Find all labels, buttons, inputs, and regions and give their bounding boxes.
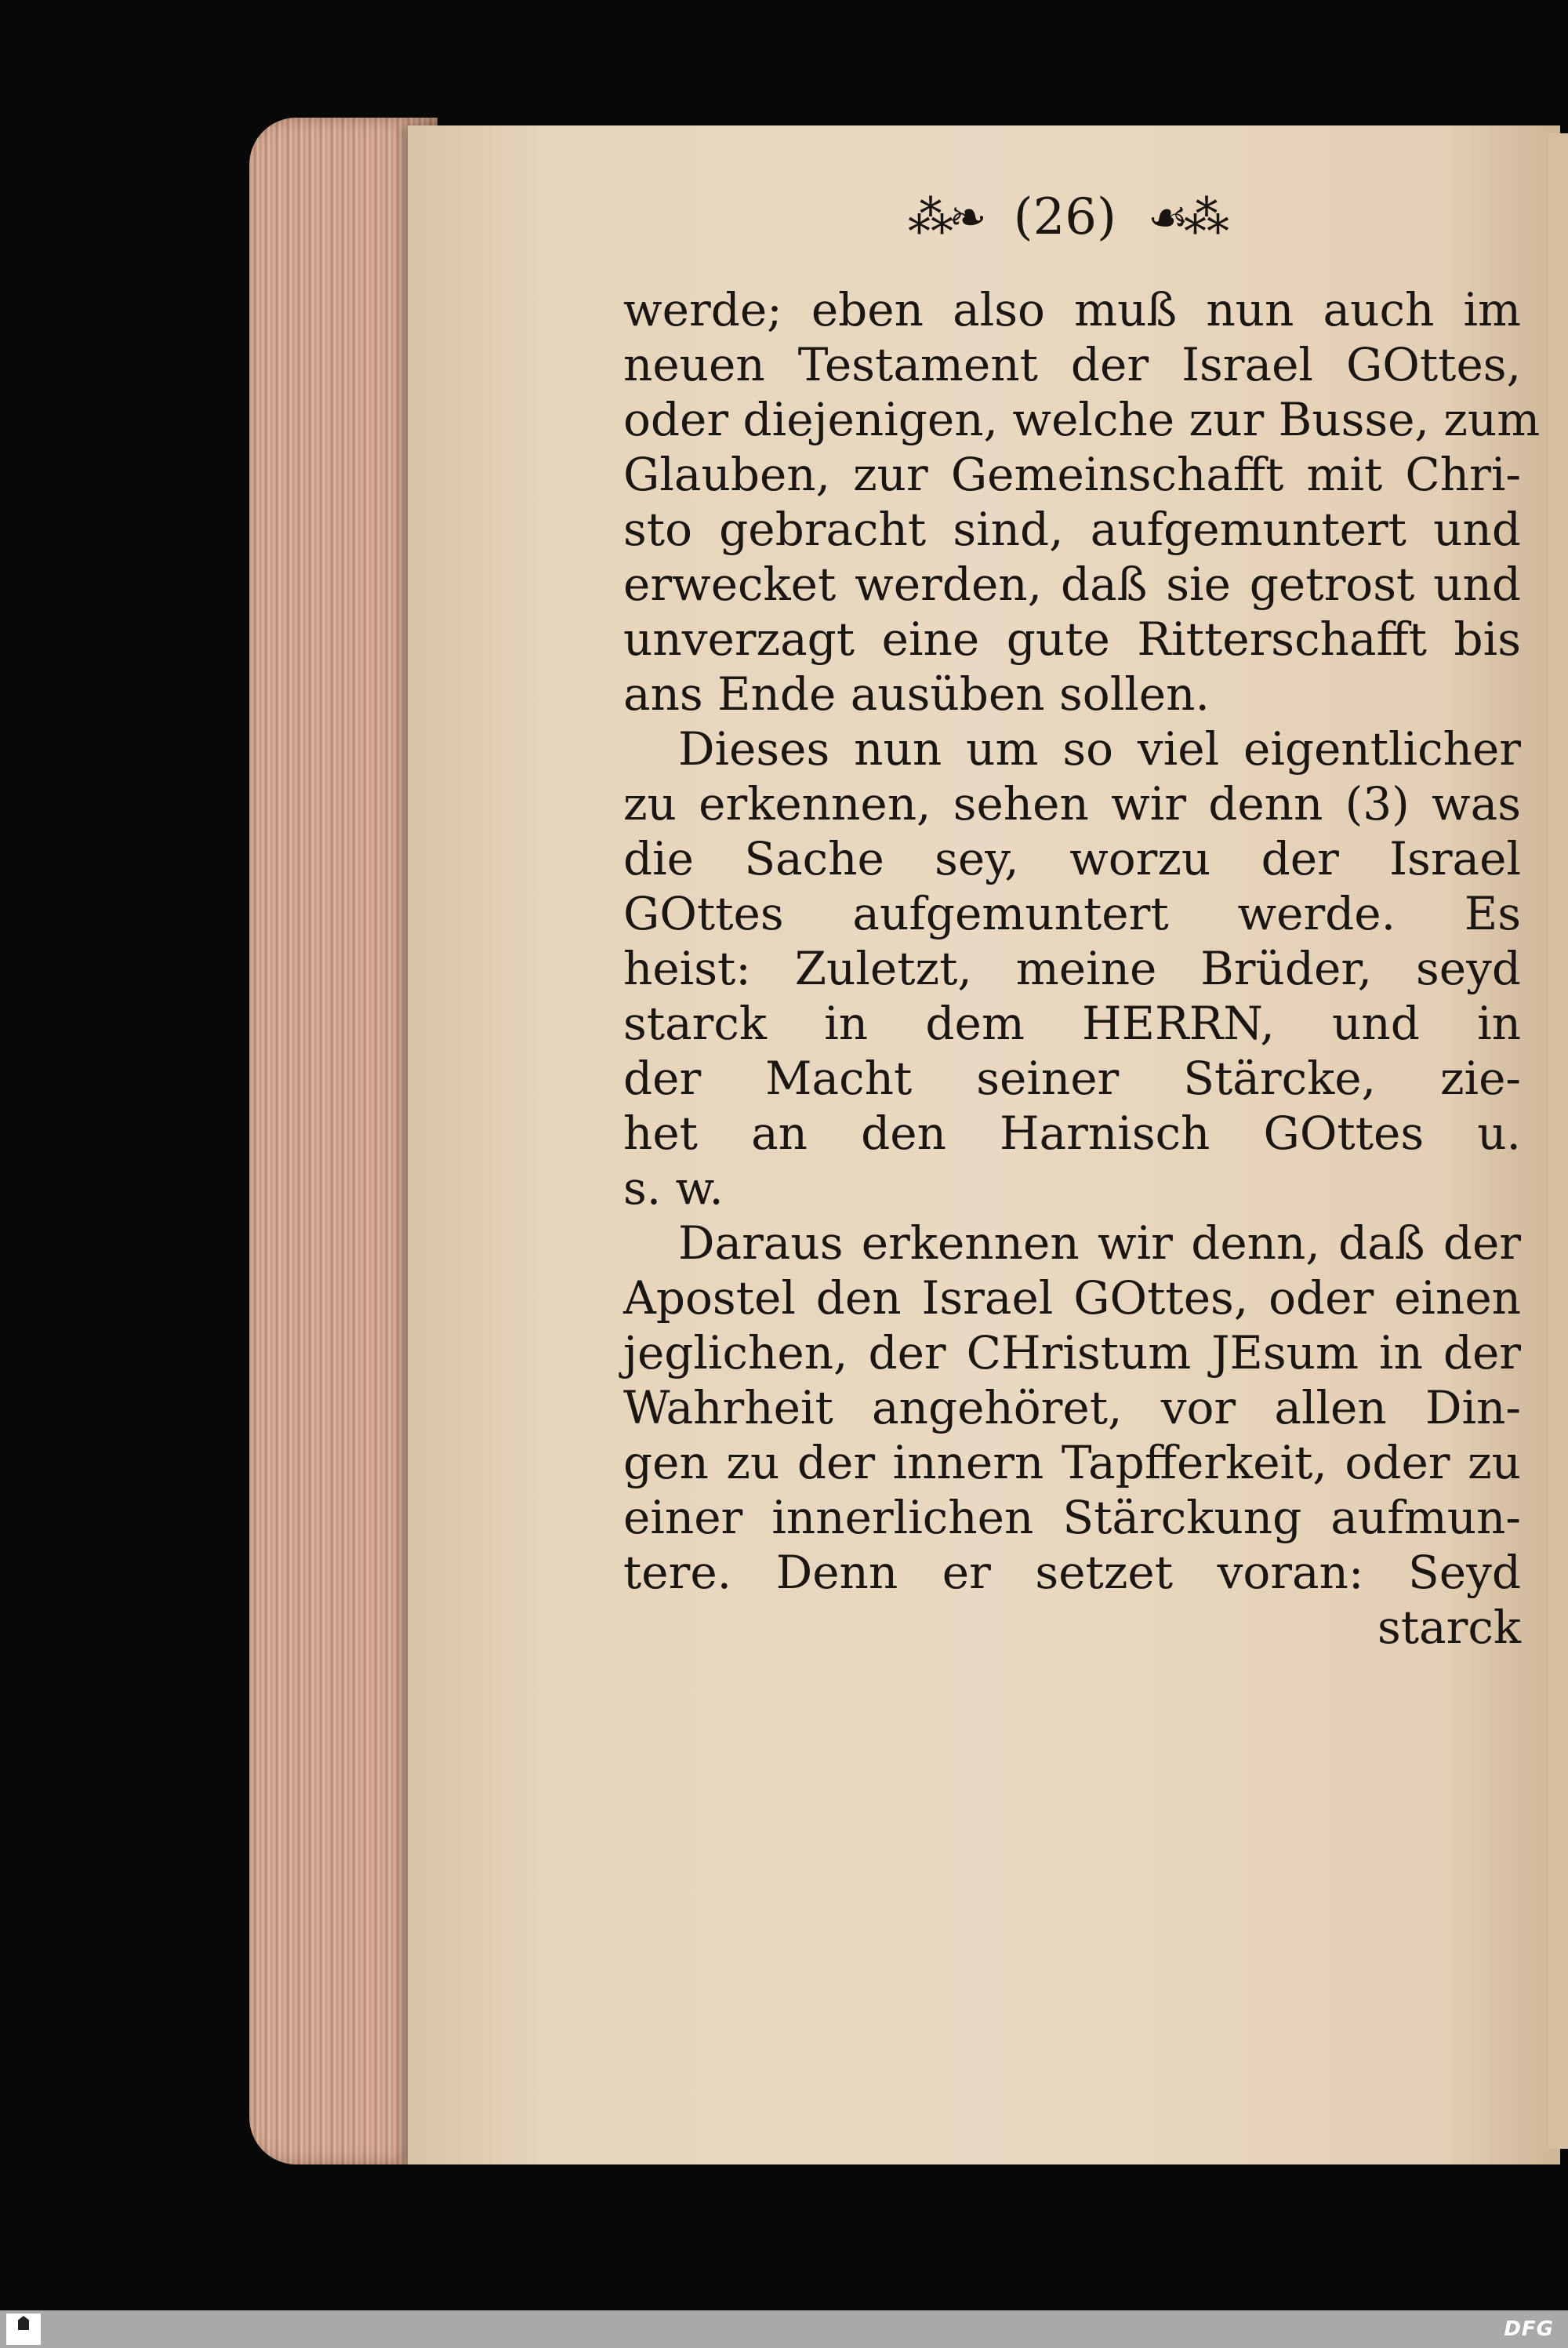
dfg-logo: DFG [1504, 2317, 1554, 2341]
logo-mark-icon [18, 2316, 29, 2330]
text-line: heist: Zuletzt, meine Brüder, seyd [623, 942, 1521, 995]
text-line: tere. Denn er setzet voran: Seyd [623, 1546, 1521, 1599]
institution-logo [6, 2313, 41, 2345]
text-line: s. w. [623, 1161, 724, 1215]
text-line: erwecket werden, daß sie getrost und [623, 558, 1521, 611]
text-line: ans Ende ausüben sollen. [623, 667, 1210, 721]
text-line: unverzagt eine gute Ritterschafft bis [623, 612, 1521, 666]
text-line: starck in dem HERRN, und in [623, 997, 1521, 1050]
text-line: Wahrheit angehöret, vor allen Din- [623, 1381, 1521, 1434]
text-line: Dieses nun um so viel eigentlicher [678, 722, 1521, 776]
text-line: der Macht seiner Stärcke, zie- [623, 1052, 1521, 1105]
page-number: (26) [1013, 188, 1116, 246]
header-ornament-left: ⁂❧ [908, 191, 982, 244]
text-line: die Sache sey, worzu der Israel [623, 832, 1521, 885]
catchword: starck [1377, 1601, 1521, 1654]
viewer-footer-bar [0, 2310, 1568, 2348]
body-text [623, 282, 1541, 1655]
page-header [831, 188, 1301, 246]
text-line: jeglichen, der CHristum JEsum in der [623, 1326, 1521, 1379]
facing-page-edge [1548, 133, 1568, 2149]
text-line: einer innerlichen Stärckung aufmun- [623, 1491, 1521, 1544]
header-ornament-right: ☙⁂ [1147, 191, 1225, 244]
text-line: werde; eben also muß nun auch im [623, 283, 1521, 336]
text-line: het an den Harnisch GOttes u. [623, 1107, 1521, 1160]
text-line: sto gebracht sind, aufgemuntert und [623, 503, 1521, 556]
text-line: gen zu der innern Tapfferkeit, oder zu [623, 1436, 1521, 1489]
text-line: Glauben, zur Gemeinschafft mit Chri- [623, 448, 1521, 501]
text-line: zu erkennen, sehen wir denn (3) was [623, 777, 1521, 831]
text-line: oder diejenigen, welche zur Busse, zum [623, 393, 1541, 446]
text-line: Daraus erkennen wir denn, daß der [678, 1216, 1521, 1270]
text-line: Apostel den Israel GOttes, oder einen [623, 1271, 1521, 1325]
text-line: neuen Testament der Israel GOttes, [623, 338, 1521, 391]
text-line: GOttes aufgemuntert werde. Es [623, 887, 1521, 940]
